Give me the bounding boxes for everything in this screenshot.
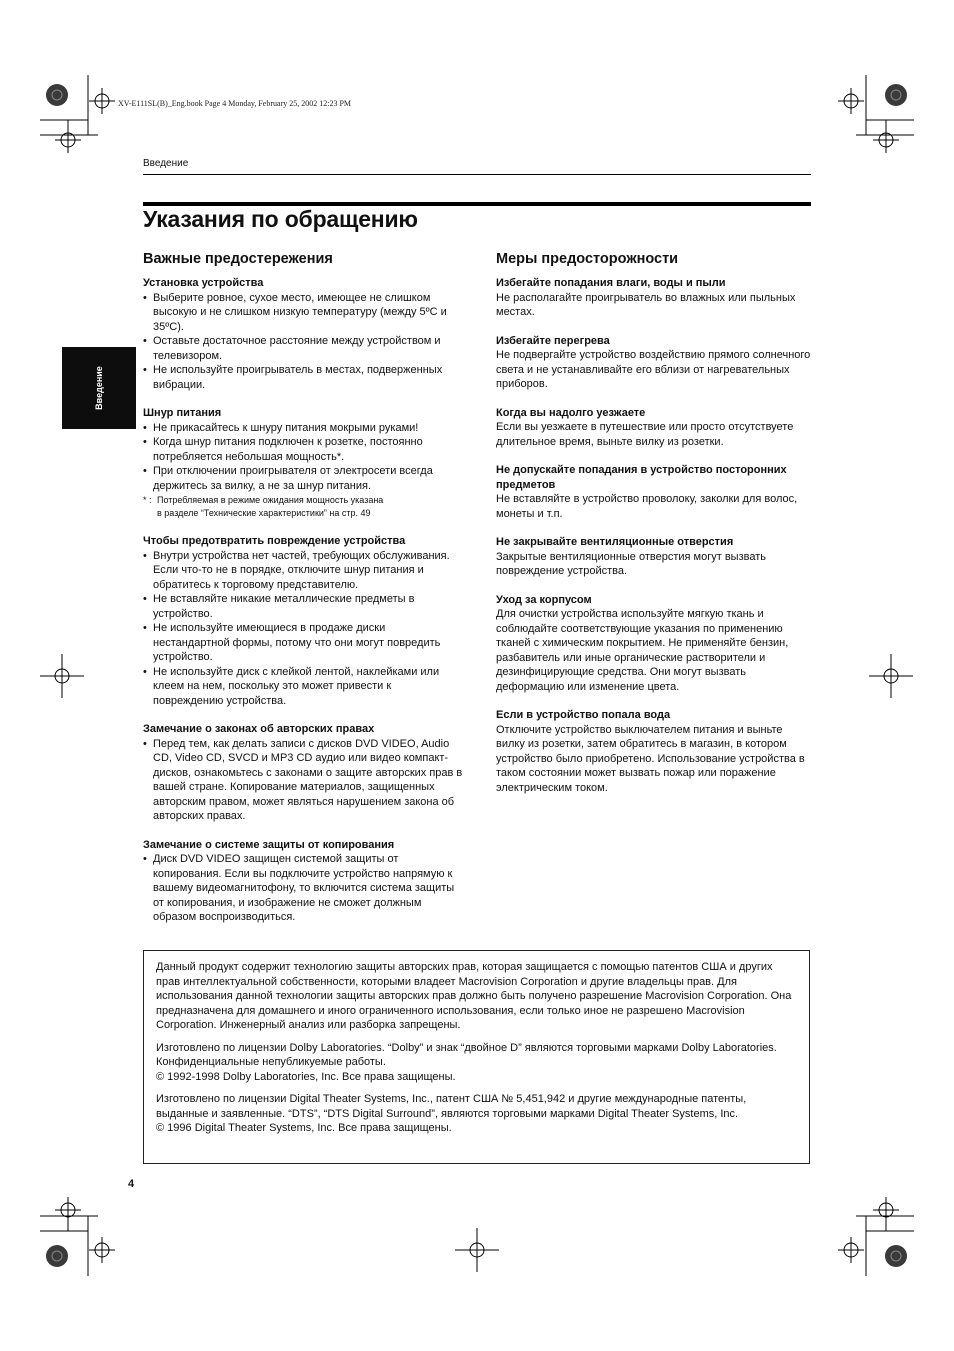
power-cord-section — [143, 406, 463, 520]
precaution-text: Не вставляйте в устройство проволоку, заколки для волос, монеты и т.п. — [496, 493, 798, 520]
dts-notice — [156, 1092, 797, 1136]
dolby-license-text: Изготовлено по лицензии Dolby Laboratories. “Dolby” и знак “двойное D” являются торговыми марками Dolby Laboratories. — [156, 1041, 777, 1054]
dolby-confidential-text: Конфиденциальные непубликуемые работы. — [156, 1056, 386, 1068]
license-notice-box — [143, 950, 810, 1164]
section-label: Введение — [143, 158, 189, 169]
list-item: • Не используйте проигрыватель в местах, подверженных вибрации. — [143, 363, 463, 392]
precaution-title: Если в устройство попала вода — [496, 709, 671, 721]
dolby-notice — [156, 1041, 797, 1085]
precaution-text: Для очистки устройства используйте мягкую ткань и соблюдайте соответствующие указания по применению тканей с химическим покрытием. Не применяйте бензин, разбавитель или иные органические растворители и дезинфицирующие средства. Они могут вызвать деформацию или изменение цвета. — [496, 608, 789, 693]
precaution-text: Отключите устройство выключателем питания и выньте вилку из розетки, затем обратитесь в магазин, в котором устройство было приобретено. Использование устройства в таком состоянии может вызвать пожар или поражение электрическим током. — [496, 723, 805, 794]
precaution-title: Не закрывайте вентиляционные отверстия — [496, 536, 734, 548]
footnote-line: в разделе “Технические характеристики” на стр. 49 — [157, 508, 371, 518]
right-column-heading: Меры предосторожности — [496, 251, 679, 267]
list-item: • Не используйте диск с клейкой лентой, наклейками или клеем на нем, поскольку это может привести к повреждению устройства. — [143, 665, 463, 709]
footnote-line: Потребляемая в режиме ожидания мощность указана — [157, 495, 384, 505]
copy-protection-section — [143, 838, 463, 925]
precaution-text: Не подвергайте устройство воздействию прямого солнечного света и не устанавливайте его вблизи от нагревательных приборов. — [496, 349, 811, 390]
dolby-copyright-text: © 1992-1998 Dolby Laboratories, Inc. Все права защищены. — [156, 1070, 456, 1083]
installation-section — [143, 276, 463, 392]
side-tab — [62, 347, 136, 429]
macrovision-notice: Данный продукт содержит технологию защиты авторских прав, которая защищается с помощью патентов США и других прав интеллектуальной собственности, которыми владеет Macrovision Corporation и другие владельцы прав. Для использования данной технологии защиты авторских прав должно быть получено разрешение Macrovision Corporation. Она предназначена для домашнего и иного ограниченного использования, если только иное не разрешено Macrovision Corporation. Инженерный анализ или разборка запрещены. — [156, 961, 792, 1031]
copyright-note-section — [143, 722, 463, 824]
precaution-title: Не допускайте попадания в устройство посторонних предметов — [496, 464, 787, 491]
prevent-damage-title: Чтобы предотвратить повреждение устройства — [143, 535, 406, 547]
prevent-damage-section — [143, 534, 463, 708]
footnote — [143, 494, 463, 520]
precaution-text: Если вы уезжаете в путешествие или просто отсутствуете длительное время, выньте вилку из розетки. — [496, 421, 794, 448]
power-cord-title: Шнур питания — [143, 407, 222, 419]
list-item: • Выберите ровное, сухое место, имеющее не слишком высокую и не слишком низкую температуру (между 5ºC и 35ºC). — [143, 291, 463, 335]
precaution-text: Не располагайте проигрыватель во влажных или пыльных местах. — [496, 291, 796, 318]
precaution-section — [496, 334, 814, 392]
precaution-text: Закрытые вентиляционные отверстия могут вызвать повреждение устройства. — [496, 550, 766, 577]
precaution-title: Уход за корпусом — [496, 593, 592, 606]
precaution-section — [496, 708, 814, 795]
side-tab-label: Введение — [94, 366, 104, 410]
precaution-section — [496, 463, 814, 521]
left-column — [143, 250, 463, 939]
footnote-mark: * : — [143, 495, 152, 505]
precaution-title: Избегайте перегрева — [496, 334, 610, 347]
list-item: • Не прикасайтесь к шнуру питания мокрыми руками! — [143, 421, 463, 436]
list-item: • Перед тем, как делать записи с дисков DVD VIDEO, Audio CD, Video CD, SVCD и MP3 CD аудио или видео компакт-дисков, ознакомьтесь с законами о защите авторских прав в вашей стране. Копирование материалов, защищенных авторским правом, может являться нарушением закона об авторских правах. — [143, 737, 463, 824]
precaution-title: Когда вы надолго уезжаете — [496, 406, 646, 419]
left-column-heading: Важные предостережения — [143, 251, 333, 267]
right-column — [496, 250, 814, 809]
dts-copyright-text: © 1996 Digital Theater Systems, Inc. Все права защищены. — [156, 1122, 452, 1134]
precaution-section — [496, 535, 814, 579]
precaution-title: Избегайте попадания влаги, воды и пыли — [496, 277, 726, 289]
list-item: • Оставьте достаточное расстояние между устройством и телевизором. — [143, 334, 463, 363]
header-rule — [143, 174, 811, 175]
copy-protection-title: Замечание о системе защиты от копирования — [143, 838, 395, 851]
page-number: 4 — [128, 1178, 135, 1190]
dts-license-text: Изготовлено по лицензии Digital Theater Systems, Inc., патент США № 5,451,942 и другие международные патенты, выданные и заявленные. “DTS”, “DTS Digital Surround”, являются торговыми марками Digital Theater Systems, Inc. — [156, 1093, 747, 1120]
copyright-note-title: Замечание о законах об авторских правах — [143, 723, 375, 735]
precaution-section — [496, 406, 814, 450]
precaution-section — [496, 276, 814, 320]
list-item: • Когда шнур питания подключен к розетке, постоянно потребляется небольшая мощность*. — [143, 435, 463, 464]
list-item: • Не используйте имеющиеся в продаже диски нестандартной формы, потому что они могут повредить устройство. — [143, 621, 463, 665]
installation-title: Установка устройства — [143, 277, 264, 289]
list-item: • Диск DVD VIDEO защищен системой защиты от копирования. Если вы подключите устройство напрямую к вашему видеомагнитофону, то включится система защиты от копирования, и изображение не сможет должным образом воспроизводиться. — [143, 852, 463, 925]
page-title: Указания по обращению — [143, 206, 418, 232]
print-info-line: XV-E111SL(B)_Eng.book Page 4 Monday, February 25, 2002 12:23 PM — [118, 99, 352, 108]
list-item: • Не вставляйте никакие металлические предметы в устройство. — [143, 592, 463, 621]
list-item: • При отключении проигрывателя от электросети всегда держитесь за вилку, а не за шнур питания. — [143, 464, 463, 493]
list-item: • Внутри устройства нет частей, требующих обслуживания. Если что-то не в порядке, отключите шнур питания и обратитесь к торговому представителю. — [143, 549, 463, 593]
precaution-section — [496, 593, 814, 695]
